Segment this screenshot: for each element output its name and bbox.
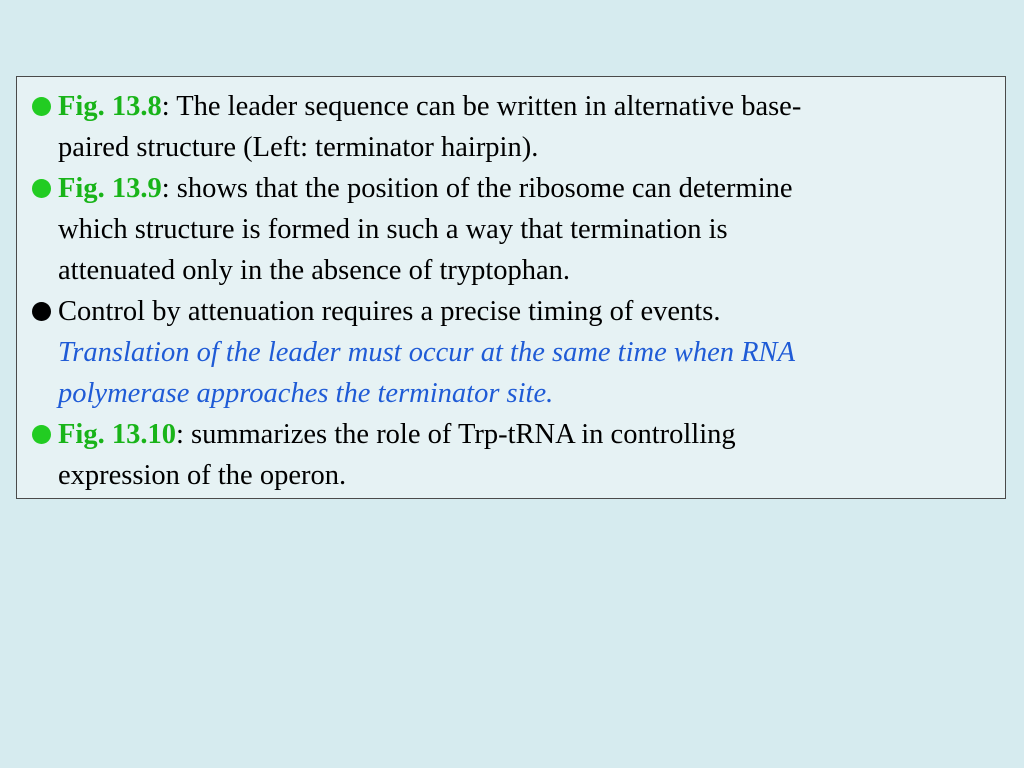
- italic-note: Translation of the leader must occur at the same time when RNA: [58, 337, 795, 368]
- green-bullet-icon: [32, 425, 51, 444]
- black-bullet-icon: [32, 302, 51, 321]
- bullet-text: Control by attenuation requires a precise timing of events.: [58, 296, 721, 327]
- bullet-list: [31, 86, 991, 496]
- bullet-item-fig-13-9: [31, 168, 991, 291]
- fig-reference: Fig. 13.9: [58, 173, 162, 204]
- bullet-text: : shows that the position of the ribosome can determine: [161, 173, 793, 204]
- bullet-item-fig-13-10: [31, 414, 991, 496]
- content-box: [16, 76, 1006, 499]
- bullet-item-fig-13-8: [31, 86, 991, 168]
- fig-reference: Fig. 13.10: [58, 419, 176, 450]
- bullet-text: paired structure (Left: terminator hairpin).: [58, 132, 539, 163]
- green-bullet-icon: [32, 97, 51, 116]
- bullet-text: attenuated only in the absence of tryptophan.: [58, 255, 571, 286]
- bullet-text: : summarizes the role of Trp-tRNA in controlling: [175, 419, 736, 450]
- bullet-line: [58, 168, 991, 209]
- italic-note: polymerase approaches the terminator site.: [58, 378, 554, 409]
- bullet-line: [58, 86, 991, 127]
- green-bullet-icon: [32, 179, 51, 198]
- bullet-text: expression of the operon.: [58, 460, 347, 491]
- bullet-text: which structure is formed in such a way that termination is: [58, 214, 728, 245]
- bullet-item-attenuation: [31, 291, 991, 414]
- fig-reference: Fig. 13.8: [58, 91, 162, 122]
- bullet-text: : The leader sequence can be written in alternative base-: [161, 91, 802, 122]
- bullet-line: [58, 414, 991, 455]
